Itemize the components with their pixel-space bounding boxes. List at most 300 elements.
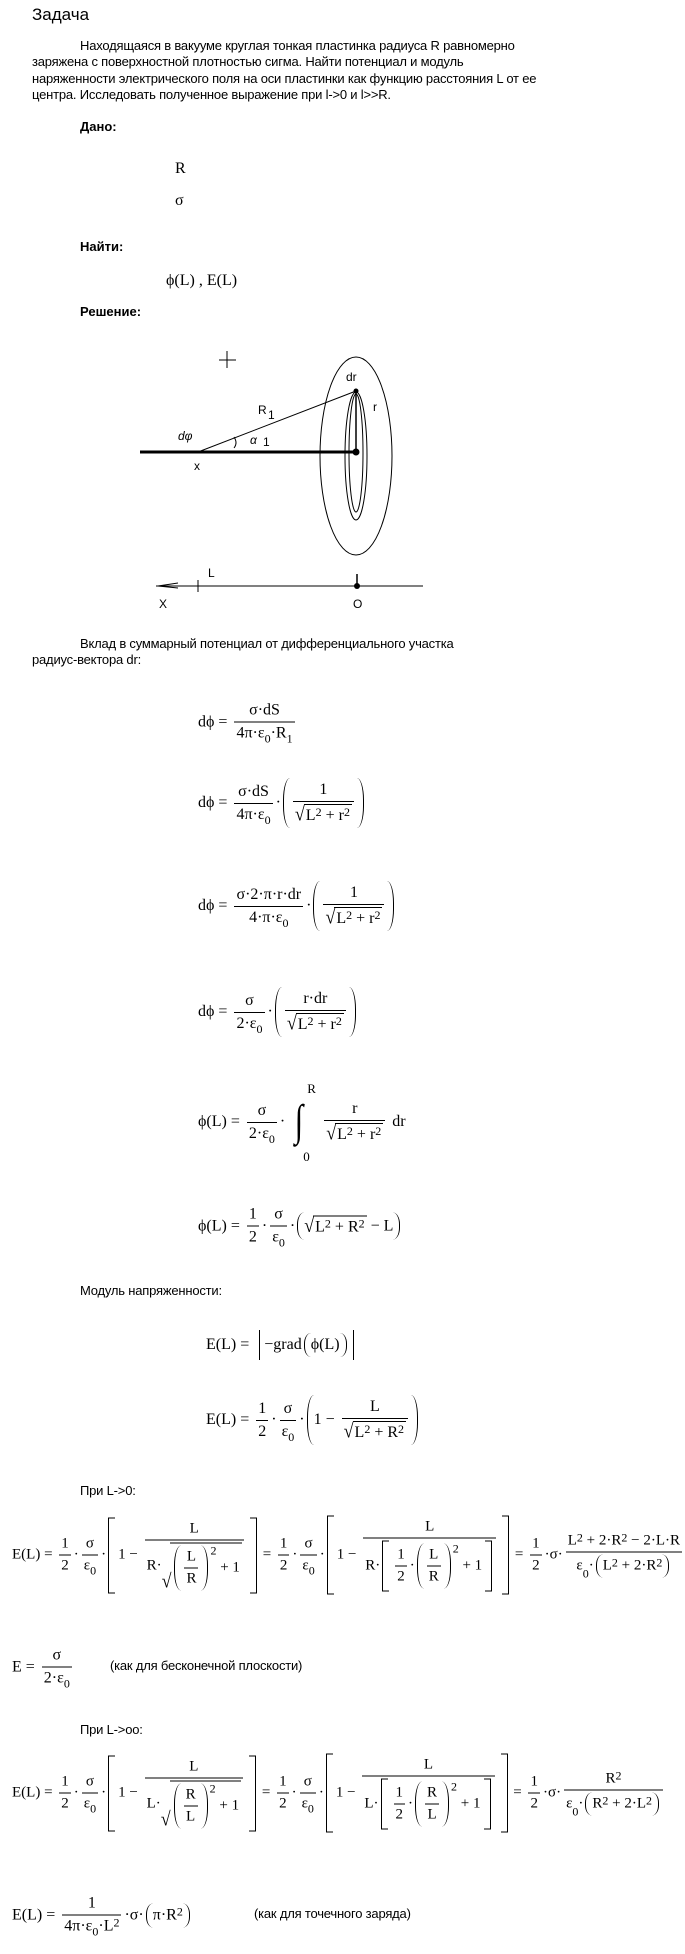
- math-row: [279, 1796, 287, 1813]
- math-text: + 2·R: [617, 1557, 657, 1574]
- denominator: [362, 1776, 494, 1830]
- math-row: [86, 1774, 94, 1791]
- subscript: 0: [288, 1429, 295, 1444]
- bracket-left: [174, 1783, 181, 1828]
- bracket-left: [327, 1516, 334, 1595]
- square-root: [344, 1421, 406, 1442]
- math-text: R: [428, 1568, 439, 1585]
- numerator: [368, 1398, 382, 1418]
- fraction: [234, 701, 294, 746]
- square-root: [295, 804, 352, 825]
- parentheses: [417, 1544, 451, 1589]
- math-text: + 1: [457, 1795, 481, 1812]
- numerator: [184, 1786, 198, 1805]
- math-row: [181, 1548, 201, 1587]
- denominator: [427, 1566, 441, 1586]
- denominator: [395, 1566, 407, 1586]
- superscript: 2: [452, 1541, 459, 1556]
- math-row: [118, 1520, 247, 1590]
- bracket-left: [108, 1755, 115, 1831]
- math-text: R·: [365, 1557, 381, 1574]
- denominator: [564, 1790, 663, 1819]
- parentheses: [283, 778, 364, 828]
- math-row: [427, 1807, 436, 1824]
- math-text: ·: [73, 1546, 79, 1563]
- bracket-left: [326, 1754, 333, 1833]
- math-row: [153, 1906, 183, 1924]
- math-row: [83, 1795, 97, 1816]
- square-root: [304, 1216, 366, 1237]
- superscript: 2: [335, 1014, 342, 1028]
- math-row: [303, 990, 327, 1008]
- math-row: [424, 1547, 444, 1586]
- math-text: =: [509, 1784, 526, 1801]
- fraction: [564, 1768, 663, 1819]
- math-text: 4π·ε: [64, 1917, 93, 1935]
- math-text: ·: [267, 1003, 273, 1020]
- subscript: 0: [92, 1924, 99, 1939]
- numerator: [530, 1536, 542, 1555]
- math-text: E(L) =: [12, 1784, 57, 1801]
- parentheses: [415, 1782, 449, 1827]
- math-text: ε: [83, 1795, 91, 1812]
- numerator: [247, 1206, 259, 1226]
- math-text: dϕ =: [198, 1003, 232, 1020]
- math-row: [364, 1779, 492, 1830]
- math-text: L: [567, 1532, 577, 1549]
- math-row: [258, 1400, 266, 1418]
- math-row: [245, 992, 254, 1010]
- formula-E-plane: [12, 1646, 75, 1691]
- bracket-left: [417, 1544, 424, 1589]
- parentheses: [585, 1793, 659, 1816]
- bracket-content: [320, 881, 387, 931]
- bracket-left: [381, 1779, 388, 1830]
- math-text: σ·dS: [249, 701, 280, 719]
- subscript: 0: [282, 915, 289, 930]
- denominator: [342, 1418, 408, 1442]
- subscript: 0: [264, 812, 271, 827]
- bracket-left: [174, 1545, 181, 1590]
- math-row: [319, 781, 327, 799]
- parentheses: [297, 1213, 400, 1240]
- math-text: 2: [532, 1557, 540, 1574]
- math-row: [238, 783, 269, 801]
- math-row: [282, 990, 349, 1034]
- note-point: (как для точечного заряда): [254, 1906, 411, 1921]
- fraction: [247, 1101, 277, 1146]
- math-text: ϕ(L) =: [198, 1217, 244, 1234]
- math-row: [198, 881, 396, 931]
- fraction: [59, 1536, 71, 1575]
- fraction: [278, 1536, 290, 1575]
- subscript: 0: [90, 1801, 97, 1816]
- radicand: [170, 1780, 241, 1828]
- math-row: [530, 1774, 538, 1791]
- math-row: [172, 1783, 239, 1828]
- subscript: 0: [582, 1566, 589, 1581]
- math-row: [198, 987, 358, 1037]
- math-text: L: [337, 1126, 347, 1143]
- math-row: [198, 778, 366, 828]
- math-row: [315, 1216, 365, 1237]
- math-text: ϕ(L) =: [198, 1113, 244, 1130]
- subscript: 0: [572, 1804, 579, 1819]
- square-root: [326, 1123, 383, 1144]
- math-text: 2·ε: [236, 1014, 257, 1032]
- math-row: [86, 1536, 94, 1553]
- math-text: R·: [146, 1557, 162, 1574]
- math-text: L·: [146, 1795, 161, 1812]
- solution-heading: Решение:: [80, 304, 142, 319]
- math-row: [61, 1536, 69, 1553]
- square-root: [325, 907, 382, 928]
- math-text: L: [423, 1756, 434, 1773]
- fraction: [184, 1548, 198, 1587]
- radical-sign: √: [325, 905, 336, 928]
- bracket-right: [340, 1333, 347, 1357]
- math-row: [272, 1228, 285, 1250]
- denominator: [145, 1539, 244, 1590]
- fraction: [247, 1206, 259, 1247]
- numerator: [427, 1547, 440, 1566]
- numerator: [277, 1774, 289, 1793]
- fraction: [363, 1519, 496, 1592]
- bracket-content: [314, 1395, 411, 1445]
- math-text: ϕ(L): [310, 1336, 340, 1353]
- R1-line: [198, 391, 356, 452]
- math-row: [605, 1768, 622, 1788]
- math-text: ·σ·: [544, 1546, 563, 1563]
- math-text: ·: [409, 1557, 415, 1574]
- math-text: 4π·ε: [236, 724, 265, 742]
- radical-sign: √: [161, 1569, 172, 1592]
- bracket-right: [201, 1783, 208, 1828]
- fraction: [300, 1773, 316, 1816]
- math-row: [249, 1206, 257, 1224]
- fraction: [234, 991, 264, 1036]
- bracket-left: [108, 1517, 115, 1593]
- math-row: [236, 805, 271, 827]
- superscript: 2: [615, 1768, 622, 1783]
- math-row: [396, 1807, 404, 1824]
- denominator: [394, 1804, 406, 1824]
- math-row: [311, 1336, 340, 1354]
- bracket-right: [502, 1516, 509, 1595]
- bracket-left: [313, 881, 320, 931]
- math-text: E(L) =: [206, 1411, 254, 1428]
- math-text: ·: [299, 1411, 305, 1428]
- math-row: [391, 1779, 481, 1827]
- math-row: [280, 1558, 288, 1575]
- math-row: [352, 1100, 357, 1118]
- square-brackets: [108, 1517, 257, 1593]
- superscript: 2: [358, 1216, 365, 1231]
- fraction: [62, 1894, 121, 1939]
- fraction: [342, 1398, 408, 1442]
- numerator: [256, 1102, 269, 1122]
- numerator: [243, 992, 256, 1012]
- label-alpha: α: [250, 433, 257, 447]
- bracket-left: [259, 1330, 260, 1360]
- math-row: [566, 1793, 661, 1819]
- denominator: [285, 1010, 346, 1034]
- denominator: [528, 1793, 540, 1813]
- bracket-content: [118, 1755, 246, 1831]
- fraction: [256, 1400, 268, 1441]
- math-text: 1: [349, 884, 358, 901]
- denominator: [42, 1667, 72, 1691]
- math-text: E(L) =: [12, 1906, 60, 1923]
- math-row: [305, 1536, 313, 1553]
- math-row: [198, 1205, 402, 1250]
- numerator: [234, 886, 303, 906]
- math-row: [172, 1545, 239, 1590]
- bracket-right: [485, 1541, 492, 1592]
- bracket-right: [250, 1517, 257, 1593]
- math-text: R: [185, 1786, 196, 1802]
- math-text: ·σ·: [124, 1906, 144, 1923]
- numerator: [422, 1757, 435, 1776]
- parentheses: [313, 881, 394, 931]
- fraction: [82, 1535, 98, 1578]
- math-text: ·: [261, 1217, 268, 1234]
- denominator: [566, 1552, 682, 1581]
- math-text: L: [186, 1808, 196, 1824]
- contribution-text: Вклад в суммарный потенциал от дифференциального участка: [80, 636, 454, 651]
- math-text: ·: [578, 1795, 584, 1812]
- denominator: [256, 1420, 268, 1441]
- math-text: 1: [319, 781, 328, 798]
- math-text: L: [189, 1758, 199, 1774]
- bracket-content: [422, 1782, 442, 1827]
- integral: [291, 1081, 316, 1164]
- fraction: [184, 1786, 198, 1825]
- math-text: ·: [408, 1795, 414, 1812]
- radicand: [170, 1542, 241, 1590]
- math-row: [249, 1229, 257, 1247]
- bracket-content: [153, 1903, 183, 1927]
- math-text: 1 −: [335, 1784, 360, 1801]
- subscript: 0: [278, 1235, 285, 1250]
- superscript: 2: [451, 1779, 458, 1794]
- bracket-left: [307, 1395, 314, 1445]
- math-text: dϕ =: [198, 897, 232, 914]
- numerator: [394, 1785, 406, 1804]
- math-row: [186, 1808, 195, 1825]
- math-text: ε: [301, 1795, 308, 1812]
- square-brackets: [327, 1516, 509, 1595]
- math-row: [425, 1519, 434, 1536]
- parentheses: [275, 987, 356, 1037]
- math-row: [326, 1123, 383, 1144]
- math-text: − L: [366, 1217, 394, 1234]
- math-text: R: [427, 1784, 438, 1801]
- radical-sign: √: [326, 1121, 337, 1144]
- math-text: + 1: [215, 1797, 240, 1813]
- math-text: L: [297, 1016, 308, 1033]
- superscript: 2: [374, 908, 381, 922]
- denominator: [59, 1793, 71, 1813]
- math-text: 2: [61, 1795, 69, 1812]
- radical-sign: √: [286, 1011, 297, 1034]
- superscript: 2: [315, 805, 322, 819]
- numerator: [350, 1100, 359, 1120]
- superscript: 2: [576, 1530, 583, 1545]
- label-r: r: [373, 400, 377, 414]
- bracket-right: [442, 1782, 449, 1827]
- math-text: 1: [279, 1535, 288, 1552]
- formula-dphi-2: [198, 778, 366, 828]
- bracket-content: [264, 1330, 348, 1360]
- formula-dphi-4: [198, 987, 358, 1037]
- denominator: [280, 1420, 297, 1444]
- square-brackets: [381, 1779, 491, 1830]
- math-row: [592, 1793, 653, 1813]
- math-row: [249, 908, 289, 930]
- denominator: [323, 904, 384, 928]
- formula-E-result: [206, 1395, 420, 1445]
- math-row: [118, 1758, 246, 1828]
- math-row: [88, 1895, 96, 1913]
- math-text: L: [336, 910, 347, 927]
- bracket-content: [181, 1783, 201, 1828]
- bracket-content: [392, 1541, 482, 1592]
- numerator: [317, 781, 329, 801]
- math-text: L: [186, 1548, 197, 1564]
- math-row: [320, 884, 387, 928]
- math-text: ·: [319, 1546, 325, 1563]
- superscript: 2: [611, 1555, 618, 1570]
- fraction: [566, 1530, 682, 1581]
- formula-phi-result: [198, 1205, 402, 1250]
- find-heading: Найти:: [80, 239, 124, 254]
- denominator: [234, 1012, 264, 1036]
- math-text: 1: [530, 1773, 538, 1790]
- fraction: [145, 1758, 244, 1828]
- bracket-content: [290, 778, 357, 828]
- math-text: − 2·L·R: [627, 1532, 680, 1549]
- limit0-heading: При L->0:: [80, 1483, 136, 1498]
- problem-line: центра. Исследовать полученное выражение при l->0 и l>>R.: [32, 86, 391, 102]
- math-text: 2: [397, 1568, 405, 1585]
- math-text: ·R: [270, 724, 287, 742]
- math-row: [284, 1400, 293, 1418]
- superscript: 2: [656, 1555, 663, 1570]
- bracket-content: [304, 1213, 393, 1240]
- denominator: [293, 801, 354, 825]
- math-text: ·: [275, 794, 281, 811]
- math-text: + 1: [216, 1559, 240, 1575]
- math-text: ε: [83, 1557, 91, 1574]
- numerator: [86, 1895, 98, 1915]
- denominator: [425, 1804, 439, 1824]
- bracket-right: [387, 881, 394, 931]
- upper-limit: R: [307, 1081, 316, 1096]
- math-row: [12, 1646, 75, 1691]
- math-text: 2: [279, 1557, 288, 1574]
- bracket-content: [311, 1333, 340, 1357]
- math-row: [314, 1398, 411, 1442]
- math-text: =: [258, 1546, 275, 1563]
- fraction: [395, 1547, 407, 1586]
- numerator: [282, 1400, 295, 1420]
- radicand: [304, 804, 352, 825]
- bracket-content: [391, 1779, 481, 1830]
- math-text: 1 −: [118, 1784, 142, 1801]
- math-row: [295, 804, 352, 825]
- math-row: [264, 1333, 348, 1357]
- denominator: [184, 1567, 198, 1587]
- math-text: =: [258, 1784, 275, 1801]
- denominator: [145, 1777, 244, 1828]
- superscript: 2: [343, 805, 350, 819]
- math-row: [279, 1774, 287, 1791]
- absolute-value: [255, 1330, 357, 1360]
- bracket-content: [424, 1544, 444, 1589]
- math-text: + r: [352, 1126, 376, 1143]
- bracket-right: [349, 987, 356, 1037]
- square-brackets: [108, 1755, 256, 1831]
- math-text: R: [605, 1770, 616, 1787]
- math-text: + R: [330, 1218, 359, 1236]
- math-text: R: [186, 1570, 197, 1586]
- math-text: E(L) =: [12, 1546, 57, 1563]
- math-row: [236, 886, 301, 904]
- math-row: [301, 1795, 314, 1816]
- math-text: ·σ·: [542, 1784, 562, 1801]
- math-row: [567, 1530, 680, 1550]
- numerator: [51, 1647, 64, 1667]
- superscript: 2: [113, 1915, 120, 1930]
- fraction: [530, 1536, 542, 1575]
- math-row: [397, 1569, 405, 1586]
- parentheses: [307, 1395, 418, 1445]
- math-text: L: [425, 1518, 435, 1535]
- math-row: [236, 1014, 263, 1036]
- given-R: R: [175, 160, 186, 177]
- formula-E-limit0: [12, 1516, 685, 1595]
- math-text: σ·2·π·r·dr: [236, 885, 302, 903]
- math-text: 1: [279, 1773, 287, 1790]
- numerator: [423, 1519, 436, 1538]
- math-text: σ: [52, 1646, 62, 1664]
- math-text: 2: [258, 1422, 267, 1440]
- subscript: 0: [63, 1676, 70, 1691]
- bracket-content: [336, 1754, 498, 1833]
- square-brackets: [326, 1754, 508, 1833]
- math-text: σ: [257, 1101, 267, 1119]
- math-text: 1: [397, 1546, 405, 1563]
- math-row: [429, 1569, 439, 1586]
- math-text: dr: [388, 1113, 406, 1130]
- math-row: [306, 807, 350, 825]
- math-text: L: [189, 1520, 199, 1536]
- math-row: [43, 1669, 70, 1691]
- disk-diagram: [0, 0, 655, 620]
- subscript: 0: [264, 731, 271, 746]
- math-text: 1: [532, 1535, 540, 1552]
- math-row: [532, 1536, 540, 1553]
- math-row: [355, 1424, 404, 1442]
- denominator: [62, 1915, 121, 1939]
- math-text: ε: [302, 1557, 309, 1574]
- fraction: [293, 781, 354, 825]
- math-text: ε: [566, 1795, 573, 1812]
- parentheses: [174, 1545, 208, 1590]
- math-text: r: [352, 1100, 358, 1117]
- denominator: [324, 1120, 385, 1144]
